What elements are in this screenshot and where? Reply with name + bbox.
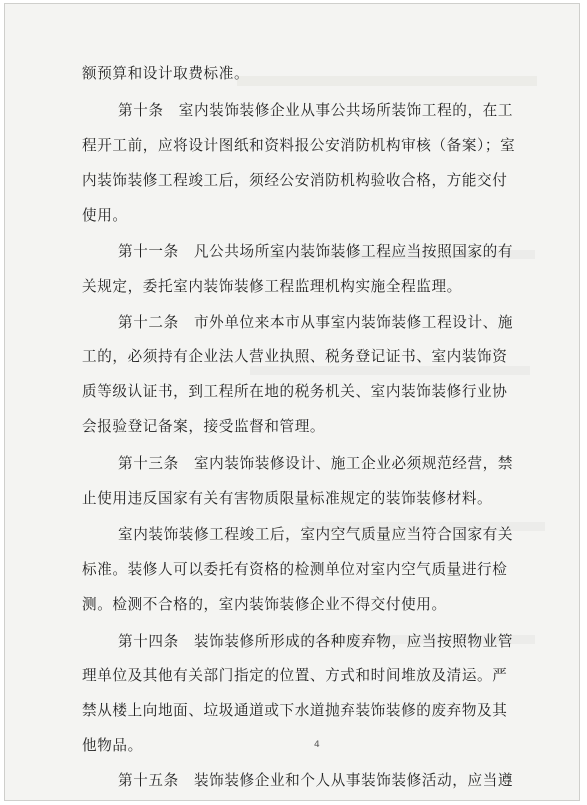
text-line: 第十一条 凡公共场所室内装饰装修工程应当按照国家的有 xyxy=(118,243,514,260)
text-line: 第十五条 装饰装修企业和个人从事装饰装修活动，应当遵 xyxy=(118,772,514,789)
text-line: 止使用违反国家有关有害物质限量标准规定的装饰装修材料。 xyxy=(82,490,493,507)
text-line: 室内装饰装修工程竣工后，室内空气质量应当符合国家有关 xyxy=(118,526,514,543)
text-line: 第十条 室内装饰装修企业从事公共场所装饰工程的，在工 xyxy=(118,102,514,119)
text-line: 使用。 xyxy=(82,207,128,224)
document-page xyxy=(4,3,580,801)
text-line: 第十四条 装饰装修所形成的各种废弃物，应当按照物业管 xyxy=(118,633,514,650)
text-line: 程开工前，应将设计图纸和资料报公安消防机构审核（备案）；室 xyxy=(82,137,516,154)
text-line: 禁从楼上向地面、垃圾通道或下水道抛弃装饰装修的废弃物及其 xyxy=(82,702,508,719)
text-line: 理单位及其他有关部门指定的位置、方式和时间堆放及清运。严 xyxy=(82,667,508,684)
text-line: 第十三条 室内装饰装修设计、施工企业必须规范经营，禁 xyxy=(118,455,514,472)
text-line: 工的，必须持有企业法人营业执照、税务登记证书、室内装饰资 xyxy=(82,348,508,365)
text-line: 他物品。 xyxy=(82,737,143,754)
text-line: 质等级认证书，到工程所在地的税务机关、室内装饰装修行业协 xyxy=(82,383,508,400)
page-number: 4 xyxy=(314,740,320,750)
text-line: 内装饰装修工程竣工后，须经公安消防机构验收合格，方能交付 xyxy=(82,172,508,189)
text-line: 标准。装修人可以委托有资格的检测单位对室内空气质量进行检 xyxy=(82,561,508,578)
text-line: 测。检测不合格的，室内装饰装修企业不得交付使用。 xyxy=(82,596,447,613)
bleed-through-text xyxy=(237,76,537,86)
text-line: 会报验登记备案，接受监督和管理。 xyxy=(82,418,326,435)
text-line: 关规定，委托室内装饰装修工程监理机构实施全程监理。 xyxy=(82,278,462,295)
text-line: 额预算和设计取费标准。 xyxy=(82,65,250,82)
text-line: 第十二条 市外单位来本市从事室内装饰装修工程设计、施 xyxy=(118,314,514,331)
bleed-through-text xyxy=(250,366,530,375)
